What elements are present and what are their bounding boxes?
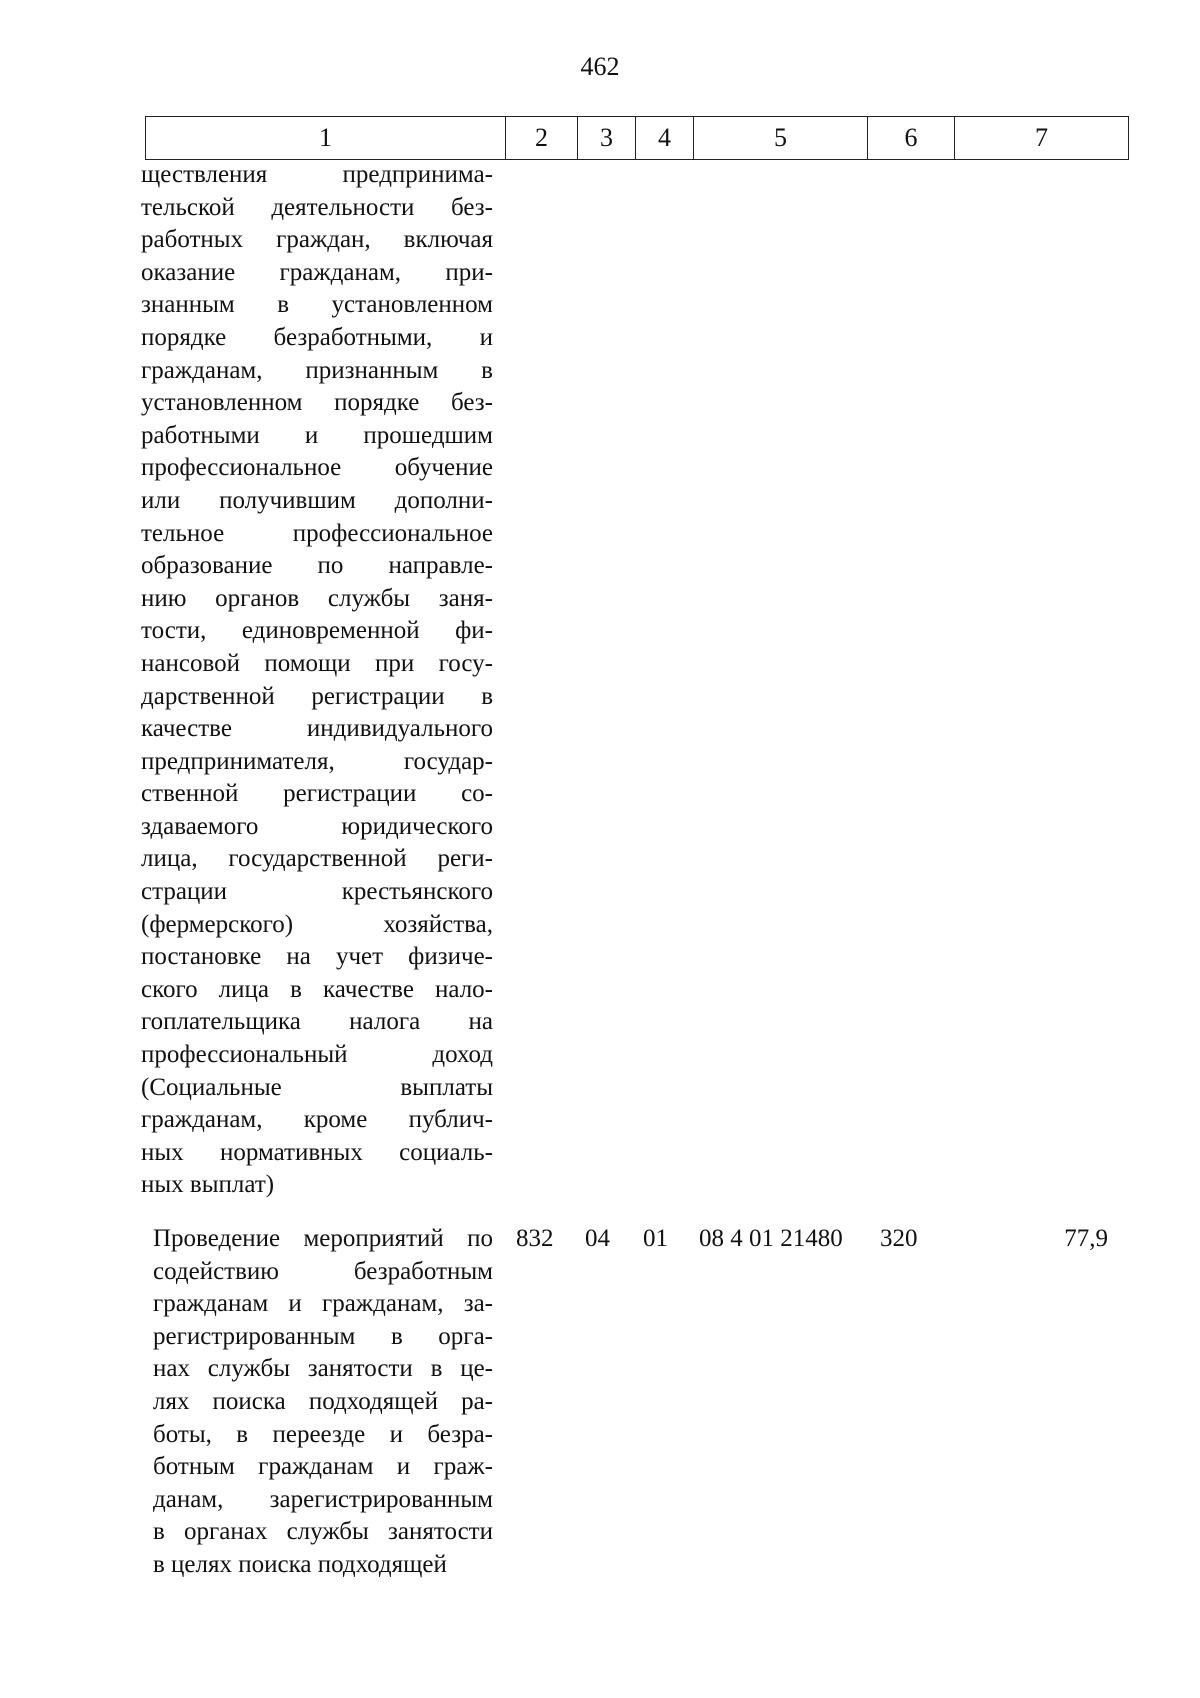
description-line: ботным гражданам и граж- [153,1453,493,1481]
description-line: профессиональный доход [141,1041,493,1069]
description-line: ского лица в качестве нало- [141,975,493,1003]
description-line: установленном порядке без- [141,389,493,417]
row-1-description [141,159,493,1202]
description-line: дарственной регистрации в [141,682,493,710]
row-2-col-5: 08 4 01 21480 [699,1225,843,1252]
description-line: боты, в переезде и безра- [153,1420,493,1448]
row-2-col-4: 01 [643,1225,668,1252]
description-line: регистрированным в орга- [153,1322,493,1350]
description-line: содействию безработным [153,1257,493,1285]
description-line: предпринимателя, государ- [141,747,493,775]
column-header-1: 1 [146,117,506,160]
description-line: гражданам и гражданам, за- [153,1290,493,1318]
description-line: качестве индивидуального [141,715,493,743]
table-header [145,116,1129,160]
description-line: образование по направле- [141,552,493,580]
row-2-col-2: 832 [516,1225,554,1252]
description-line: постановке на учет физиче- [141,943,493,971]
description-line: знанным в установленном [141,291,493,319]
description-line: оказание гражданам, при- [141,258,493,286]
description-line: страции крестьянского [141,878,493,906]
row-2-description [153,1223,493,1582]
description-line: ственной регистрации со- [141,780,493,808]
description-line: тельской деятельности без- [141,193,493,221]
column-header-5: 5 [694,117,868,160]
description-line: тельное профессиональное [141,519,493,547]
column-header-7: 7 [955,117,1129,160]
description-line: (фермерского) хозяйства, [141,910,493,938]
description-line: тости, единовременной фи- [141,617,493,645]
description-line: (Социальные выплаты [141,1073,493,1101]
column-header-6: 6 [868,117,955,160]
description-line: здаваемого юридического [141,812,493,840]
description-line: порядке безработными, и [141,323,493,351]
description-line: работными и прошедшим [141,421,493,449]
column-header-4: 4 [636,117,694,160]
description-line: профессиональное обучение [141,454,493,482]
row-2-col-6: 320 [880,1225,918,1252]
description-line: ществления предпринима- [141,161,493,188]
description-line: гражданам, признанным в [141,356,493,384]
description-line: гоплательщика налога на [141,1008,493,1036]
description-line: нах службы занятости в це- [153,1355,493,1383]
description-line: или получившим дополни- [141,486,493,514]
description-line: лица, государственной реги- [141,845,493,873]
description-line: в органах службы занятости [153,1518,493,1546]
column-header-2: 2 [506,117,578,160]
description-line: Проведение мероприятий по [153,1225,493,1252]
description-line: ных выплат) [141,1171,275,1199]
description-line: ных нормативных социаль- [141,1138,493,1166]
description-line: в целях поиска подходящей [153,1550,447,1578]
row-2-col-3: 04 [585,1225,610,1252]
description-line: гражданам, кроме публич- [141,1106,493,1134]
description-line: работных граждан, включая [141,226,493,254]
page-number: 462 [580,52,620,81]
description-line: лях поиска подходящей ра- [153,1387,493,1415]
description-line: нансовой помощи при госу- [141,649,493,677]
description-line: нию органов службы заня- [141,584,493,612]
description-line: данам, зарегистрированным [153,1485,493,1513]
column-header-3: 3 [578,117,636,160]
table-header-row [146,117,1129,160]
row-2-col-7: 77,9 [1064,1225,1108,1252]
